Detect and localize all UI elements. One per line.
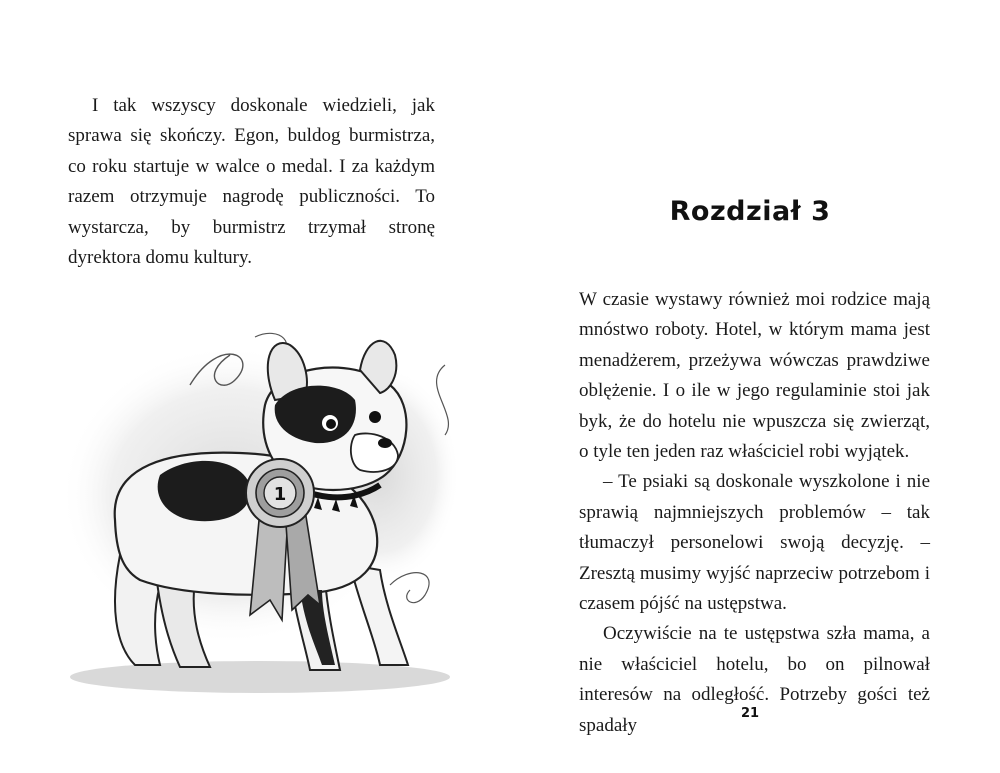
- left-body-text: [68, 91, 435, 273]
- right-page: [500, 0, 1000, 773]
- paragraph: – Te psiaki są doskonale wyszkolone i nie sprawią najmniejszych problemów – tak tłumaczył personelowi swoją decyzję. – Zresztą musimy wyjść naprzeciw potrzebom i czasem pójść na ustępstwa.: [579, 471, 930, 615]
- body-patch: [158, 461, 251, 521]
- chapter-title: Rozdział 3: [669, 196, 831, 227]
- page-number: 21: [740, 706, 760, 721]
- dog-nose: [378, 438, 392, 448]
- dog-eye: [326, 419, 336, 429]
- paragraph: I tak wszyscy doskonale wiedzieli, jak sprawa się skończy. Egon, buldog burmistrza, co roku startuje w walce o medal. I za każdym razem otrzymuje nagrodę publiczności. To wystarcza, by burmistrz trzymał stronę dyrektora domu kultury.: [68, 95, 435, 269]
- dog-eye: [369, 411, 381, 423]
- rosette-number: 1: [273, 484, 287, 505]
- paragraph: W czasie wystawy również moi rodzice mają mnóstwo roboty. Hotel, w którym mama jest menadżerem, przeżywa wówczas prawdziwe oblężenie. I o ile w jego regulaminie stoi jak byk, że do hotelu nie wpuszcza się zwierząt, o tyle ten jeden raz właściciel robi wyjątek.: [579, 289, 930, 463]
- right-body-text: [579, 285, 930, 741]
- bulldog-illustration: [60, 325, 490, 705]
- paragraph: Oczywiście na te ustępstwa szła mama, a nie właściciel hotelu, bo on pilnował interesów na odległość. Potrzeby gości też spadały: [579, 623, 930, 736]
